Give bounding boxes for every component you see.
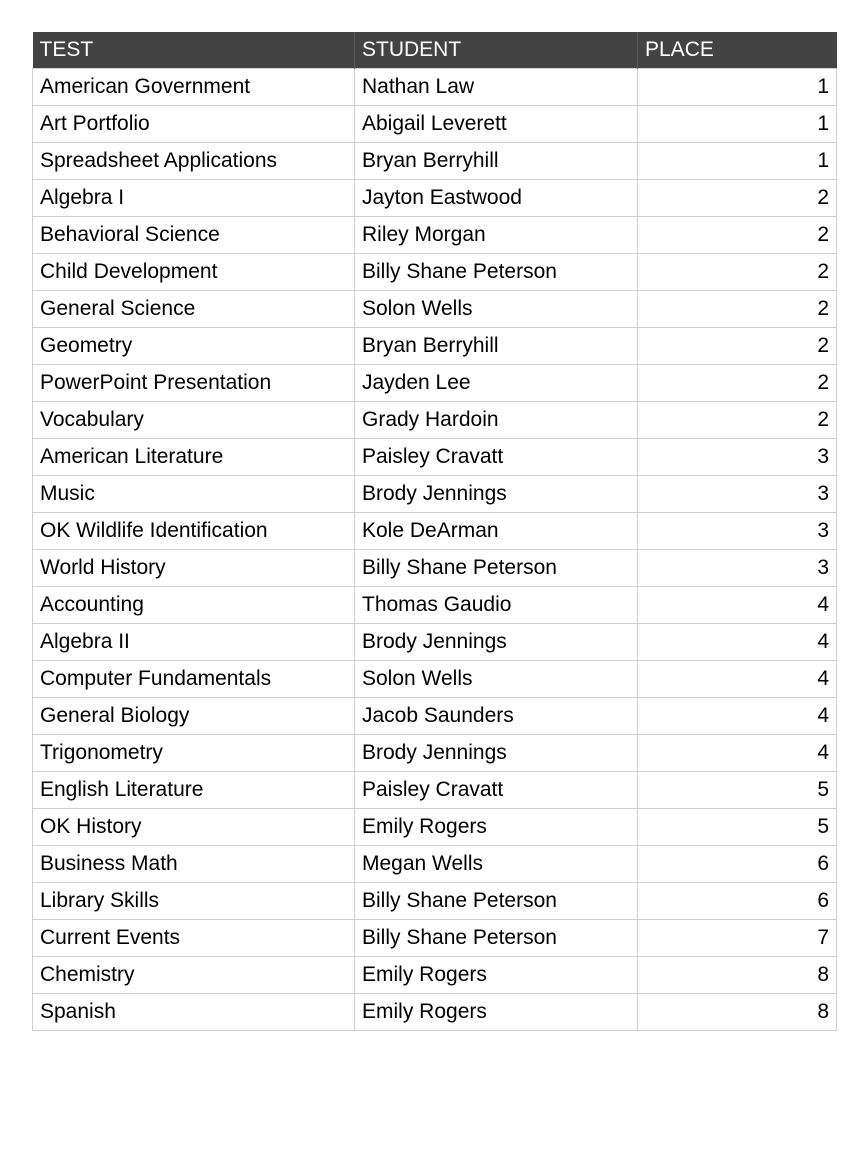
cell-test: Spanish: [33, 993, 355, 1030]
cell-test: Library Skills: [33, 882, 355, 919]
cell-student: Thomas Gaudio: [355, 586, 638, 623]
cell-place: 2: [638, 327, 837, 364]
cell-student: Bryan Berryhill: [355, 142, 638, 179]
cell-student: Nathan Law: [355, 68, 638, 105]
cell-place: 6: [638, 845, 837, 882]
cell-place: 3: [638, 475, 837, 512]
cell-student: Billy Shane Peterson: [355, 919, 638, 956]
cell-place: 2: [638, 401, 837, 438]
cell-place: 6: [638, 882, 837, 919]
cell-test: American Government: [33, 68, 355, 105]
cell-test: Art Portfolio: [33, 105, 355, 142]
cell-student: Emily Rogers: [355, 956, 638, 993]
table-row: [33, 549, 837, 586]
cell-place: 2: [638, 253, 837, 290]
cell-student: Solon Wells: [355, 290, 638, 327]
cell-test: OK Wildlife Identification: [33, 512, 355, 549]
cell-place: 1: [638, 68, 837, 105]
cell-test: Trigonometry: [33, 734, 355, 771]
cell-test: OK History: [33, 808, 355, 845]
cell-test: Chemistry: [33, 956, 355, 993]
cell-student: Abigail Leverett: [355, 105, 638, 142]
table-row: [33, 845, 837, 882]
table-row: [33, 290, 837, 327]
cell-place: 7: [638, 919, 837, 956]
cell-test: Behavioral Science: [33, 216, 355, 253]
table-row: [33, 623, 837, 660]
header-student: STUDENT: [355, 32, 638, 68]
header-test: TEST: [33, 32, 355, 68]
cell-student: Paisley Cravatt: [355, 438, 638, 475]
cell-student: Solon Wells: [355, 660, 638, 697]
cell-test: Music: [33, 475, 355, 512]
cell-student: Bryan Berryhill: [355, 327, 638, 364]
table-row: [33, 68, 837, 105]
cell-test: Child Development: [33, 253, 355, 290]
table-row: [33, 105, 837, 142]
cell-place: 2: [638, 290, 837, 327]
cell-place: 4: [638, 697, 837, 734]
table-body: [33, 68, 837, 1030]
table-row: [33, 253, 837, 290]
table-row: [33, 512, 837, 549]
table-row: [33, 179, 837, 216]
cell-student: Riley Morgan: [355, 216, 638, 253]
table-row: [33, 808, 837, 845]
cell-student: Brody Jennings: [355, 623, 638, 660]
cell-test: Algebra I: [33, 179, 355, 216]
cell-place: 2: [638, 179, 837, 216]
table-row: [33, 734, 837, 771]
cell-test: Computer Fundamentals: [33, 660, 355, 697]
table-row: [33, 993, 837, 1030]
table-row: [33, 142, 837, 179]
table-row: [33, 882, 837, 919]
results-table: [32, 32, 837, 1031]
table-row: [33, 327, 837, 364]
cell-place: 5: [638, 808, 837, 845]
table-row: [33, 660, 837, 697]
cell-place: 5: [638, 771, 837, 808]
table-row: [33, 956, 837, 993]
cell-test: PowerPoint Presentation: [33, 364, 355, 401]
cell-student: Jacob Saunders: [355, 697, 638, 734]
cell-test: General Biology: [33, 697, 355, 734]
cell-test: Business Math: [33, 845, 355, 882]
table-row: [33, 771, 837, 808]
table-row: [33, 919, 837, 956]
cell-student: Megan Wells: [355, 845, 638, 882]
cell-student: Jayden Lee: [355, 364, 638, 401]
cell-test: World History: [33, 549, 355, 586]
table-row: [33, 697, 837, 734]
cell-student: Brody Jennings: [355, 734, 638, 771]
cell-place: 2: [638, 364, 837, 401]
cell-place: 3: [638, 438, 837, 475]
cell-place: 3: [638, 549, 837, 586]
cell-test: Accounting: [33, 586, 355, 623]
cell-test: Geometry: [33, 327, 355, 364]
cell-student: Billy Shane Peterson: [355, 882, 638, 919]
cell-test: English Literature: [33, 771, 355, 808]
table-row: [33, 401, 837, 438]
cell-place: 4: [638, 623, 837, 660]
cell-test: American Literature: [33, 438, 355, 475]
cell-student: Paisley Cravatt: [355, 771, 638, 808]
cell-student: Jayton Eastwood: [355, 179, 638, 216]
cell-place: 8: [638, 956, 837, 993]
table-row: [33, 475, 837, 512]
cell-test: Vocabulary: [33, 401, 355, 438]
cell-place: 4: [638, 586, 837, 623]
table-row: [33, 216, 837, 253]
cell-test: Current Events: [33, 919, 355, 956]
cell-place: 1: [638, 142, 837, 179]
cell-test: Algebra II: [33, 623, 355, 660]
table-row: [33, 364, 837, 401]
cell-student: Billy Shane Peterson: [355, 549, 638, 586]
cell-student: Billy Shane Peterson: [355, 253, 638, 290]
table-row: [33, 438, 837, 475]
cell-place: 4: [638, 734, 837, 771]
cell-test: Spreadsheet Applications: [33, 142, 355, 179]
header-place: PLACE: [638, 32, 837, 68]
cell-student: Kole DeArman: [355, 512, 638, 549]
cell-place: 4: [638, 660, 837, 697]
cell-place: 3: [638, 512, 837, 549]
table-header: [33, 32, 837, 68]
cell-place: 1: [638, 105, 837, 142]
cell-test: General Science: [33, 290, 355, 327]
header-row: [33, 32, 837, 68]
cell-student: Grady Hardoin: [355, 401, 638, 438]
cell-place: 2: [638, 216, 837, 253]
cell-student: Brody Jennings: [355, 475, 638, 512]
cell-place: 8: [638, 993, 837, 1030]
table-row: [33, 586, 837, 623]
cell-student: Emily Rogers: [355, 993, 638, 1030]
cell-student: Emily Rogers: [355, 808, 638, 845]
